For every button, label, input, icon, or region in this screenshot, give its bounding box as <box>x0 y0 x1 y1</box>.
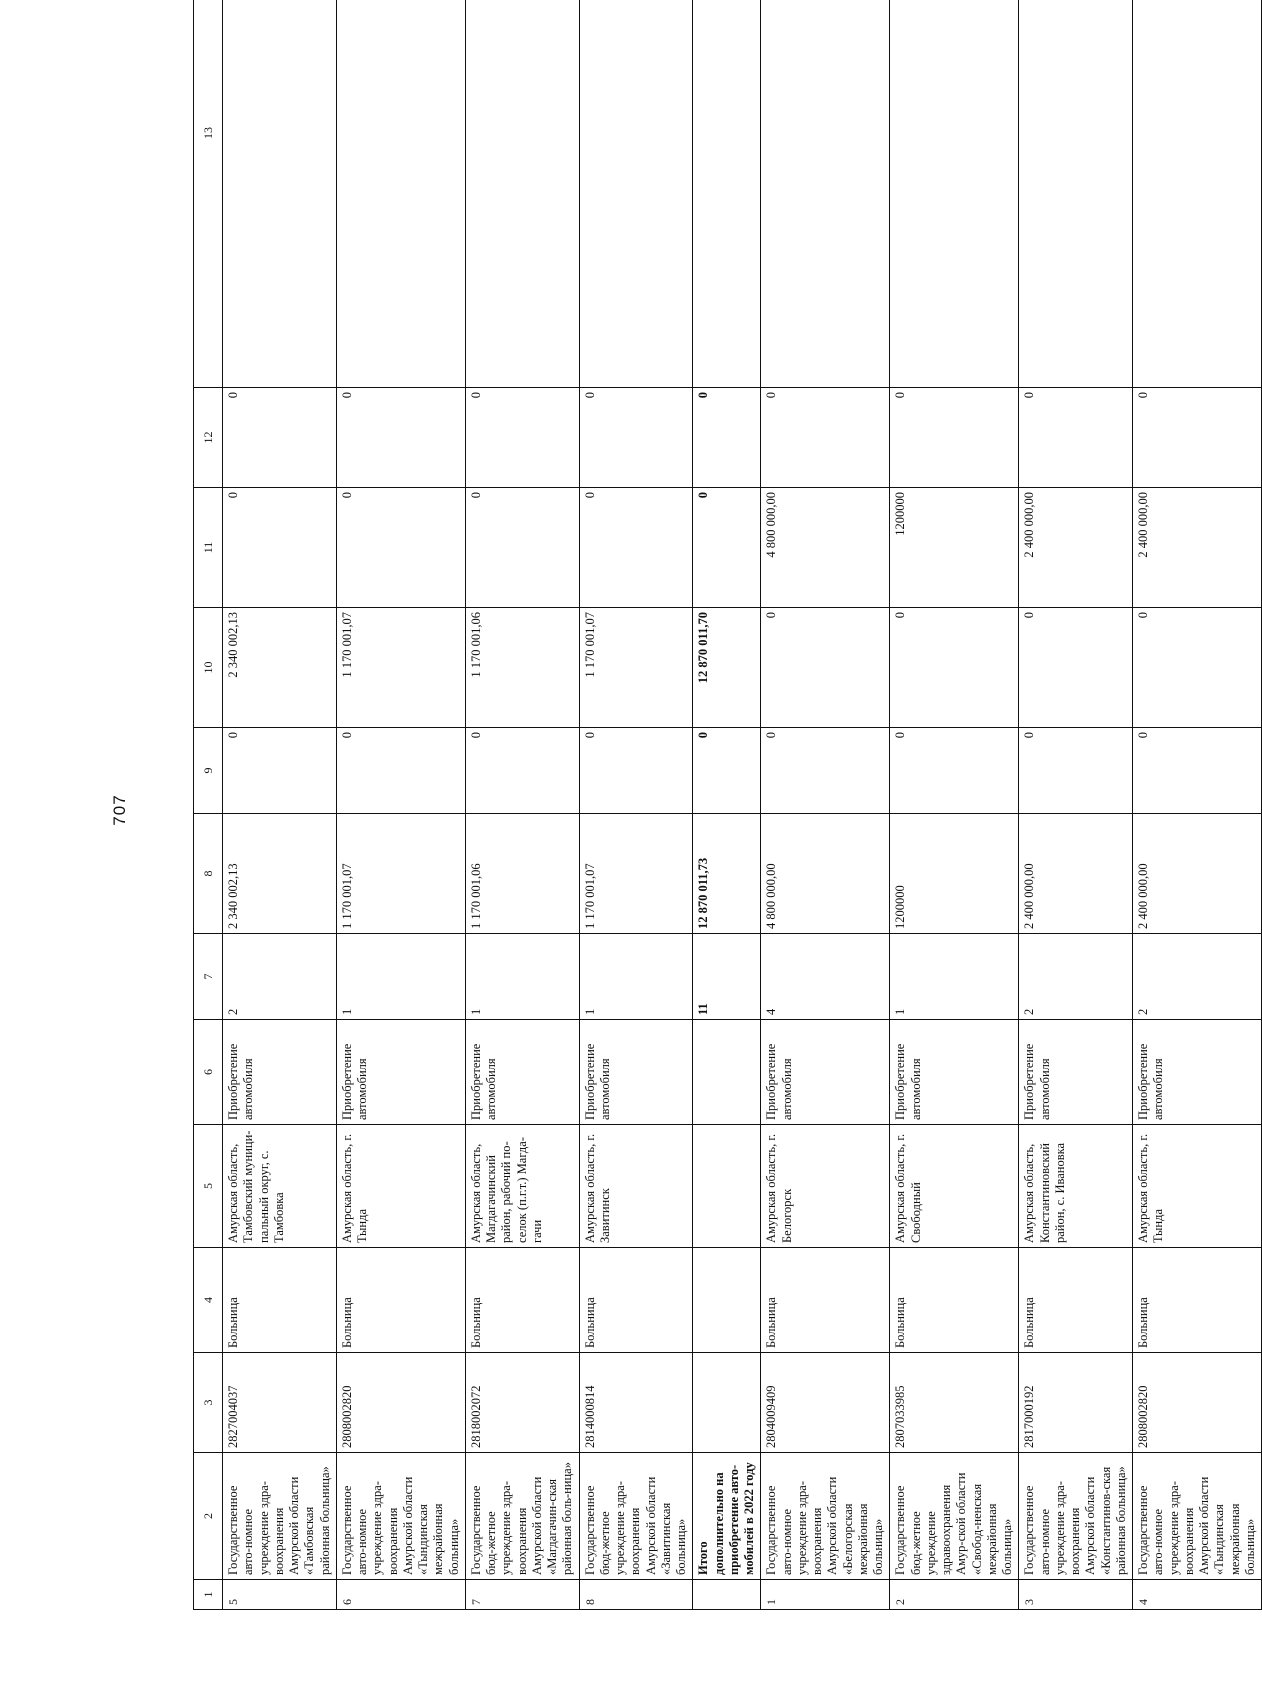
column-number-header-cell: 11 <box>194 488 223 608</box>
table-cell-col-8: 12 870 011,73 <box>693 814 761 934</box>
table-cell-col-3: 2807033985 <box>890 1353 1019 1453</box>
table-cell-col-5: Амурская область, г. Тында <box>1133 1125 1262 1248</box>
table-cell-col-3: 2818002072 <box>465 1353 579 1453</box>
table-cell-col-13 <box>761 0 890 388</box>
table-cell-col-3: 2814000814 <box>579 1353 693 1453</box>
column-number-header-cell: 10 <box>194 608 223 728</box>
table-cell-col-13 <box>693 0 761 388</box>
table-row <box>1133 0 1262 1610</box>
table-cell-col-2: Государственное авто-номное учреждение здра-воохранения Амурской области «Тындинская межрайонная больница» <box>1133 1453 1262 1580</box>
table-cell-col-8: 2 400 000,00 <box>1133 814 1262 934</box>
table-cell-col-4: Больница <box>1019 1248 1133 1353</box>
table-cell-col-3 <box>693 1353 761 1453</box>
table-cell-col-5 <box>693 1125 761 1248</box>
table-cell-col-7: 11 <box>693 934 761 1020</box>
rotated-table-container <box>193 79 1257 1610</box>
table-cell-col-10: 1 170 001,06 <box>465 608 579 728</box>
table-cell-col-10: 2 340 002,13 <box>223 608 337 728</box>
table-cell-col-6 <box>693 1020 761 1125</box>
table-cell-col-10: 0 <box>761 608 890 728</box>
table-cell-col-3: 2827004037 <box>223 1353 337 1453</box>
column-number-header-cell: 2 <box>194 1453 223 1580</box>
column-number-header-cell: 9 <box>194 728 223 814</box>
table-cell-col-13 <box>579 0 693 388</box>
table-cell-col-7: 1 <box>336 934 465 1020</box>
table-row <box>1019 0 1133 1610</box>
table-cell-col-9: 0 <box>1019 728 1133 814</box>
table-row <box>890 0 1019 1610</box>
table-cell-col-12: 0 <box>336 388 465 488</box>
table-cell-col-6: Приобретение автомобиля <box>579 1020 693 1125</box>
table-cell-col-7: 1 <box>579 934 693 1020</box>
table-cell-col-9: 0 <box>1133 728 1262 814</box>
table-cell-col-4: Больница <box>223 1248 337 1353</box>
table-cell-col-6: Приобретение автомобиля <box>336 1020 465 1125</box>
table-cell-col-11: 0 <box>336 488 465 608</box>
table-cell-col-13 <box>336 0 465 388</box>
table-cell-col-4: Больница <box>1133 1248 1262 1353</box>
table-cell-col-5: Амурская область, г. Завитинск <box>579 1125 693 1248</box>
table-cell-col-12: 0 <box>890 388 1019 488</box>
table-cell-col-1: 7 <box>465 1580 579 1610</box>
table-cell-col-11: 4 800 000,00 <box>761 488 890 608</box>
table-cell-col-12: 0 <box>1019 388 1133 488</box>
table-cell-col-5: Амурская область, Тамбовский муници-пальный округ, с. Тамбовка <box>223 1125 337 1248</box>
table-cell-col-8: 1 170 001,06 <box>465 814 579 934</box>
table-cell-col-11: 2 400 000,00 <box>1133 488 1262 608</box>
table-cell-col-9: 0 <box>890 728 1019 814</box>
table-cell-col-9: 0 <box>693 728 761 814</box>
table-cell-col-9: 0 <box>336 728 465 814</box>
table-cell-col-6: Приобретение автомобиля <box>465 1020 579 1125</box>
column-number-header-cell: 8 <box>194 814 223 934</box>
table-cell-col-6: Приобретение автомобиля <box>890 1020 1019 1125</box>
table-cell-col-7: 1 <box>890 934 1019 1020</box>
table-cell-col-8: 2 400 000,00 <box>1019 814 1133 934</box>
column-number-header-cell: 1 <box>194 1580 223 1610</box>
page-number: 707 <box>110 794 129 826</box>
table-cell-col-2: Государственное авто-номное учреждение здра-воохранения Амурской области «Тындинская межрайонная больница» <box>336 1453 465 1580</box>
table-cell-col-7: 4 <box>761 934 890 1020</box>
table-row <box>761 0 890 1610</box>
table-cell-col-4: Больница <box>579 1248 693 1353</box>
table-cell-col-4 <box>693 1248 761 1353</box>
table-cell-col-11: 0 <box>465 488 579 608</box>
table-cell-col-2: Государственное авто-номное учреждение здра-воохранения Амурской области «Константинов-ская районная больница» <box>1019 1453 1133 1580</box>
table-cell-col-8: 1 170 001,07 <box>579 814 693 934</box>
table-cell-col-6: Приобретение автомобиля <box>1019 1020 1133 1125</box>
table-cell-col-4: Больница <box>336 1248 465 1353</box>
column-number-header-cell: 3 <box>194 1353 223 1453</box>
table-cell-col-5: Амурская область, г. Свободный <box>890 1125 1019 1248</box>
table-cell-col-10: 0 <box>1133 608 1262 728</box>
table-cell-col-12: 0 <box>761 388 890 488</box>
table-cell-col-5: Амурская область, Магдагачинский район, рабочий по-селок (п.г.т.) Магда-гачи <box>465 1125 579 1248</box>
table-row <box>336 0 465 1610</box>
table-cell-col-11: 0 <box>223 488 337 608</box>
table-cell-col-8: 4 800 000,00 <box>761 814 890 934</box>
column-number-header-cell: 7 <box>194 934 223 1020</box>
table-cell-col-9: 0 <box>223 728 337 814</box>
table-cell-col-11: 0 <box>579 488 693 608</box>
table-cell-col-3: 2808002820 <box>336 1353 465 1453</box>
table-cell-col-2: Государственное бюд-жетное учреждение здра-воохранения Амурской области «Завитинская больница» <box>579 1453 693 1580</box>
table-cell-col-2: Государственное бюд-жетное учреждение здра-воохранения Амурской области «Магдагачин-ская районная боль-ница» <box>465 1453 579 1580</box>
table-cell-col-9: 0 <box>465 728 579 814</box>
total-row <box>693 0 761 1610</box>
table-cell-col-10: 0 <box>890 608 1019 728</box>
table-cell-col-2: Итого дополнительно на приобретение авто-мобилей в 2022 году <box>693 1453 761 1580</box>
table-cell-col-2: Государственное авто-номное учреждение здра-воохранения Амурской области «Тамбовская районная больница» <box>223 1453 337 1580</box>
table-cell-col-13 <box>1019 0 1133 388</box>
table-cell-col-12: 0 <box>693 388 761 488</box>
table-cell-col-12: 0 <box>1133 388 1262 488</box>
table-cell-col-1: 3 <box>1019 1580 1133 1610</box>
table-cell-col-11: 1200000 <box>890 488 1019 608</box>
table-cell-col-9: 0 <box>761 728 890 814</box>
table-row <box>579 0 693 1610</box>
table-cell-col-5: Амурская область, г. Тында <box>336 1125 465 1248</box>
table-cell-col-4: Больница <box>465 1248 579 1353</box>
table-cell-col-4: Больница <box>761 1248 890 1353</box>
funding-table <box>193 0 1262 1610</box>
table-cell-col-1: 2 <box>890 1580 1019 1610</box>
table-cell-col-3: 2817000192 <box>1019 1353 1133 1453</box>
table-row <box>223 0 337 1610</box>
table-cell-col-1 <box>693 1580 761 1610</box>
table-cell-col-6: Приобретение автомобиля <box>761 1020 890 1125</box>
column-number-header-row <box>194 0 223 1610</box>
table-cell-col-13 <box>1133 0 1262 388</box>
column-number-header-cell: 5 <box>194 1125 223 1248</box>
table-cell-col-7: 1 <box>465 934 579 1020</box>
table-cell-col-3: 2808002820 <box>1133 1353 1262 1453</box>
table-cell-col-7: 2 <box>1133 934 1262 1020</box>
table-cell-col-3: 2804009409 <box>761 1353 890 1453</box>
table-cell-col-11: 2 400 000,00 <box>1019 488 1133 608</box>
table-cell-col-13 <box>223 0 337 388</box>
table-cell-col-5: Амурская область, Константиновский район, с. Ивановка <box>1019 1125 1133 1248</box>
table-cell-col-10: 1 170 001,07 <box>579 608 693 728</box>
table-cell-col-4: Больница <box>890 1248 1019 1353</box>
table-cell-col-2: Государственное бюд-жетное учреждение здравоохранения Амур-ской области «Свобод-ненская межрайонная больница» <box>890 1453 1019 1580</box>
table-cell-col-6: Приобретение автомобиля <box>1133 1020 1262 1125</box>
table-cell-col-13 <box>890 0 1019 388</box>
table-cell-col-6: Приобретение автомобиля <box>223 1020 337 1125</box>
table-cell-col-2: Государственное авто-номное учреждение здра-воохранения Амурской области «Белогорская межрайонная больница» <box>761 1453 890 1580</box>
table-cell-col-9: 0 <box>579 728 693 814</box>
table-cell-col-8: 1200000 <box>890 814 1019 934</box>
table-cell-col-12: 0 <box>579 388 693 488</box>
table-cell-col-7: 2 <box>223 934 337 1020</box>
table-cell-col-10: 0 <box>1019 608 1133 728</box>
table-cell-col-8: 2 340 002,13 <box>223 814 337 934</box>
table-cell-col-8: 1 170 001,07 <box>336 814 465 934</box>
table-cell-col-1: 1 <box>761 1580 890 1610</box>
table-cell-col-13 <box>465 0 579 388</box>
table-cell-col-1: 5 <box>223 1580 337 1610</box>
column-number-header-cell: 4 <box>194 1248 223 1353</box>
table-cell-col-11: 0 <box>693 488 761 608</box>
table-cell-col-12: 0 <box>465 388 579 488</box>
column-number-header-cell: 12 <box>194 388 223 488</box>
table-cell-col-1: 6 <box>336 1580 465 1610</box>
table-cell-col-10: 1 170 001,07 <box>336 608 465 728</box>
column-number-header-cell: 6 <box>194 1020 223 1125</box>
table-cell-col-1: 8 <box>579 1580 693 1610</box>
table-row <box>465 0 579 1610</box>
table-cell-col-10: 12 870 011,70 <box>693 608 761 728</box>
table-cell-col-12: 0 <box>223 388 337 488</box>
table-cell-col-7: 2 <box>1019 934 1133 1020</box>
column-number-header-cell: 13 <box>194 0 223 388</box>
table-cell-col-5: Амурская область, г. Белогорск <box>761 1125 890 1248</box>
table-cell-col-1: 4 <box>1133 1580 1262 1610</box>
